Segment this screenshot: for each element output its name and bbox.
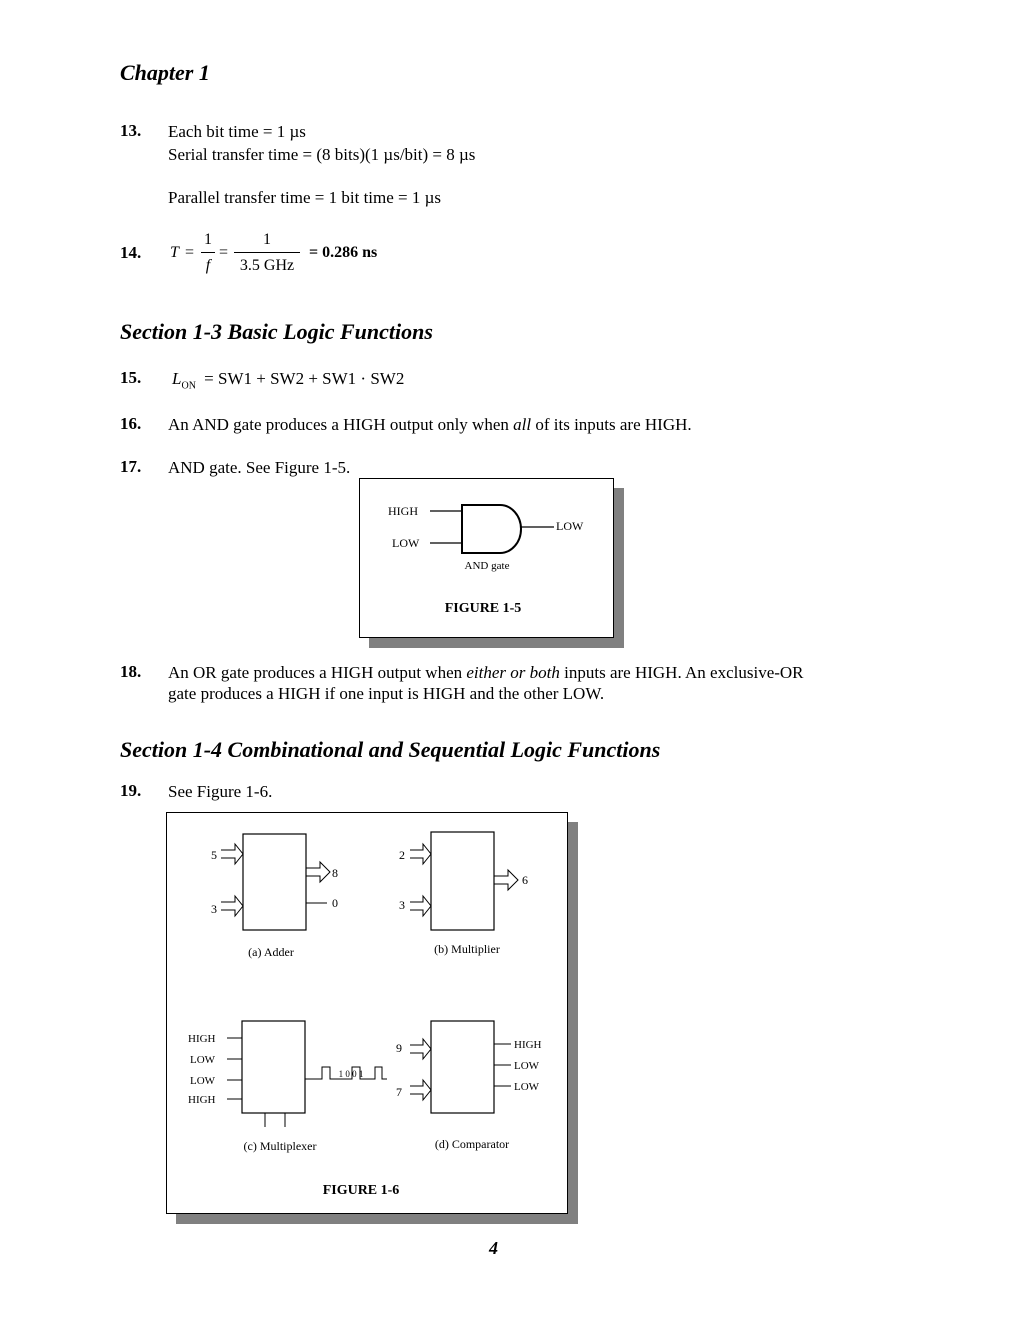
figure-1-5 [359,478,614,638]
comparator-output-3-label: LOW [514,1081,540,1093]
mux-waveform-label: 1 0 0 1 [338,1069,364,1079]
multiplier-input-1-arrow-icon [410,844,431,864]
item-15-expression [172,368,404,396]
section-1-4-heading: Section 1-4 Combinational and Sequential Logic Functions [120,737,661,762]
item-16-pre: An AND gate produces a HIGH output only when [168,415,514,434]
eq-den-f: f [205,257,211,274]
multiplier-box [431,832,494,930]
comparator-output-1-label: HIGH [514,1039,542,1051]
comparator-input-2-arrow-icon [410,1080,431,1100]
adder-sum-label: 8 [332,866,338,880]
eq-den-ghz: 3.5 GHz [239,257,295,274]
fig16-caption: FIGURE 1-6 [322,1183,400,1198]
multiplier-block [399,832,528,956]
comparator-input-1-label: 9 [396,1041,402,1055]
eq-equals-2: = [219,244,229,261]
item-17-number: 17. [120,457,142,476]
item-19-text: See Figure 1-6. [168,782,273,801]
eq-fraction-bar-1 [201,252,215,253]
item-18-number: 18. [120,662,142,681]
figure-1-5-drawing [360,479,613,637]
fig15-input-1-label: HIGH [388,504,418,518]
multiplier-input-2-label: 3 [399,898,405,912]
adder-carry-label: 0 [332,896,338,910]
multiplexer-label: (c) Multiplexer [243,1139,317,1153]
eq-result: = 0.286 ns [309,244,378,261]
item-18-pre: An OR gate produces a HIGH output when [168,663,467,682]
eq-equals-1: = [185,244,195,261]
item-19-number: 19. [120,781,142,800]
eq-fraction-bar-2 [234,252,300,253]
comparator-block [396,1021,542,1151]
adder-input-1-arrow-icon [221,844,243,864]
item-16-number: 16. [120,414,142,433]
item-16-emphasis: all [513,415,532,434]
eq-expression: = SW1 + SW2 + SW1 · SW2 [204,369,405,388]
mux-input-4-label: HIGH [188,1094,216,1106]
section-1-3-heading: Section 1-3 Basic Logic Functions [120,319,433,344]
item-17-text: AND gate. See Figure 1-5. [168,458,351,477]
eq-T: T [170,244,179,261]
adder-sum-arrow-icon [306,862,330,882]
adder-label: (a) Adder [248,945,294,959]
item-18-line-2: gate produces a HIGH if one input is HIGH and the other LOW. [168,684,605,703]
comparator-box [431,1021,494,1113]
item-13-line-3: Parallel transfer time = 1 bit time = 1 µs [168,188,442,207]
eq-L-subscript: ON [181,380,196,392]
fig15-input-2-label: LOW [392,536,420,550]
fig15-caption: FIGURE 1-5 [444,601,522,616]
comparator-input-2-label: 7 [396,1085,402,1099]
and-gate-icon [462,505,521,553]
chapter-title: Chapter 1 [120,60,210,85]
item-13-line-1: Each bit time = 1 µs [168,122,306,141]
multiplier-input-2-arrow-icon [410,896,431,916]
comparator-label: (d) Comparator [434,1137,510,1151]
fig15-output-label: LOW [556,519,584,533]
adder-input-2-arrow-icon [221,896,243,916]
multiplexer-block [188,1021,387,1153]
eq-num-2: 1 [263,231,271,248]
item-16-text [168,414,692,435]
item-18-post: inputs are HIGH. An exclusive-OR [559,663,804,682]
figure-1-6 [166,812,568,1214]
mux-input-1-label: HIGH [188,1033,216,1045]
mux-input-2-label: LOW [190,1054,216,1066]
eq-num-1: 1 [204,231,212,248]
fig15-gate-label: AND gate [464,560,510,572]
multiplier-input-1-label: 2 [399,848,405,862]
figure-1-6-drawing [167,813,567,1213]
adder-block [211,834,338,959]
eq-L: L [172,369,182,388]
multiplexer-box [242,1021,305,1113]
multiplier-output-arrow-icon [494,870,518,890]
item-15-number: 15. [120,368,142,387]
multiplier-output-label: 6 [522,873,528,887]
comparator-input-1-arrow-icon [410,1039,431,1059]
item-18-emphasis: either or both [466,663,560,682]
comparator-output-2-label: LOW [514,1060,540,1072]
item-18-line-1 [168,662,804,683]
adder-input-1-label: 5 [211,848,217,862]
item-16-post: of its inputs are HIGH. [531,415,692,434]
page-number: 4 [489,1238,498,1258]
mux-input-3-label: LOW [190,1075,216,1087]
adder-box [243,834,306,930]
item-13-line-2: Serial transfer time = (8 bits)(1 µs/bit) = 8 µs [168,145,476,164]
item-13-number: 13. [120,121,142,140]
item-14-number: 14. [120,243,142,262]
adder-input-2-label: 3 [211,902,217,916]
multiplier-label: (b) Multiplier [434,942,500,956]
